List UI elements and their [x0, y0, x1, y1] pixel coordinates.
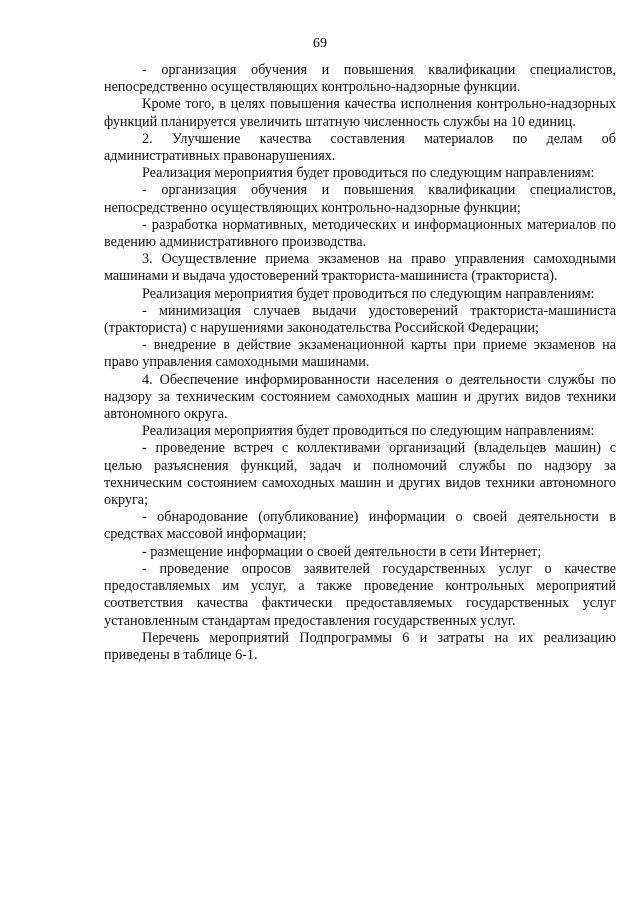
paragraph-minimization: - минимизация случаев выдачи удостоверений тракториста-машиниста (тракториста) с нарушениями законодательства Российской Федерации;: [104, 302, 616, 337]
paragraph-directions-intro-3: Реализация мероприятия будет проводиться по следующим направлениям:: [142, 285, 595, 302]
paragraph-item-3-heading: 3. Осуществление приема экзаменов на право управления самоходными машинами и выдача удостоверений тракториста-машиниста (тракториста).: [104, 251, 616, 285]
paragraph-table-reference: Перечень мероприятий Подпрограммы 6 и затраты на их реализацию приведены в таблице 6-1.: [104, 629, 616, 663]
page-number: 69: [313, 36, 327, 51]
paragraph-directions-intro-4: Реализация мероприятия будет проводиться по следующим направлениям:: [142, 423, 595, 440]
paragraph-materials-development: - разработка нормативных, методических и информационных материалов по ведению административного производства.: [104, 216, 616, 251]
paragraph-item-4-heading: 4. Обеспечение информированности населения о деятельности службы по надзору за техническим состоянием самоходных машин и других видов техники автономного округа.: [104, 371, 616, 423]
paragraph-directions-intro-2: Реализация мероприятия будет проводиться по следующим направлениям:: [142, 165, 595, 182]
paragraph-exam-card: - внедрение в действие экзаменационной карты при приеме экзаменов на право управления самоходными машинами.: [104, 337, 616, 371]
paragraph-meetings: - проведение встреч с коллективами организаций (владельцев машин) с целью разъяснения функций, задач и полномочий службы по надзору за техническим состоянием самоходных машин и других видов техники автономного округа;: [104, 440, 616, 509]
paragraph-staff-increase: Кроме того, в целях повышения качества исполнения контрольно-надзорных функций планируется увеличить штатную численность службы на 10 единиц.: [104, 96, 616, 130]
paragraph-item-2-heading: 2. Улучшение качества составления материалов по делам об административных правонарушениях.: [104, 130, 616, 165]
paragraph-internet: - размещение информации о своей деятельности в сети Интернет;: [142, 543, 542, 560]
paragraph-surveys: - проведение опросов заявителей государственных услуг о качестве предоставляемых им услуг, а также проведение контрольных мероприятий соответствия качества фактически предоставляемых государственных услуг установленным стандартам предоставления государственных услуг.: [104, 560, 616, 629]
paragraph-media-publication: - обнародование (опубликование) информации о своей деятельности в средствах массовой информации;: [104, 509, 616, 543]
paragraph-training-2: - организация обучения и повышения квалификации специалистов, непосредственно осуществляющих контрольно-надзорные функции;: [104, 182, 616, 216]
paragraph-training-1: - организация обучения и повышения квалификации специалистов, непосредственно осуществляющих контрольно-надзорные функции.: [104, 62, 616, 96]
body-text: [104, 62, 616, 664]
